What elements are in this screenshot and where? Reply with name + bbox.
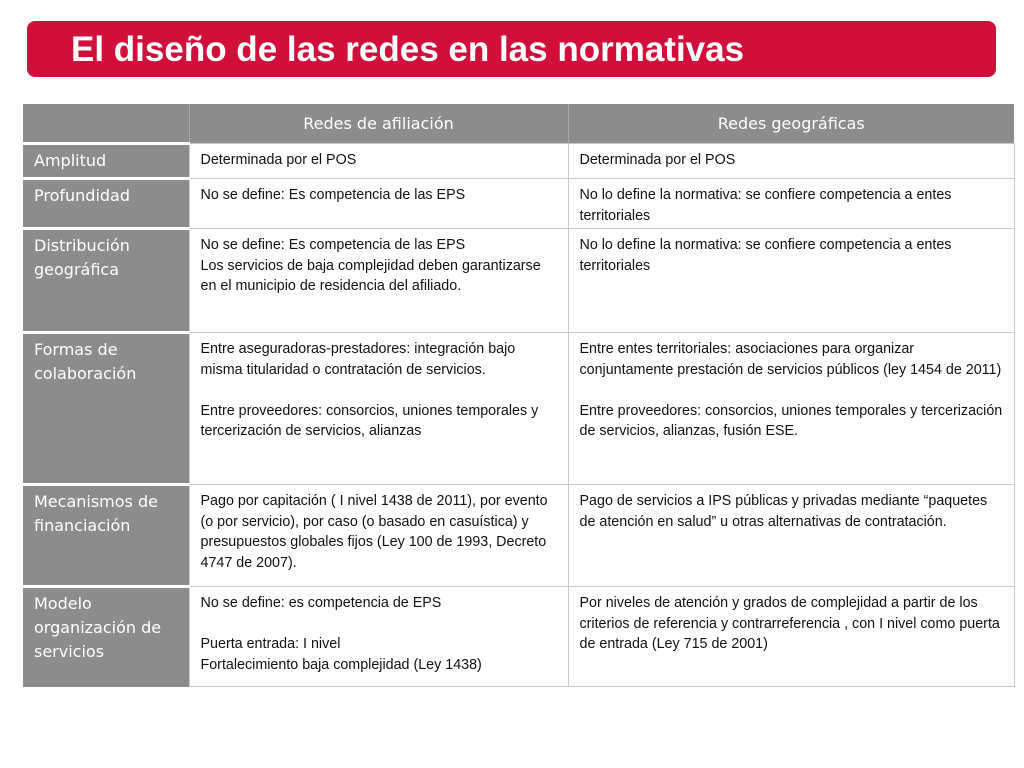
comparison-table <box>23 104 1015 687</box>
row-header-mecanismos: Mecanismos de financiación <box>23 485 189 587</box>
table-row <box>23 144 1014 179</box>
row-header-profundidad: Profundidad <box>23 179 189 229</box>
table-row <box>23 229 1014 333</box>
cell-distribucion-geograficas: No lo define la normativa: se confiere competencia a entes territoriales <box>568 229 1014 333</box>
cell-mecanismos-afiliacion: Pago por capitación ( I nivel 1438 de 2011), por evento (o por servicio), por caso (o basado en casuística) y presupuestos globales fijos (Ley 100 de 1993, Decreto 4747 de 2007). <box>189 485 568 587</box>
table-corner-cell <box>23 104 189 144</box>
cell-modelo-geograficas: Por niveles de atención y grados de complejidad a partir de los criterios de referencia y contrarreferencia , con I nivel como puerta de entrada (Ley 715 de 2001) <box>568 587 1014 687</box>
cell-amplitud-afiliacion: Determinada por el POS <box>189 144 568 179</box>
row-header-distribucion: Distribución geográfica <box>23 229 189 333</box>
column-header-afiliacion: Redes de afiliación <box>189 104 568 144</box>
row-header-amplitud: Amplitud <box>23 144 189 179</box>
cell-mecanismos-geograficas: Pago de servicios a IPS públicas y privadas mediante “paquetes de atención en salud” u otras alternativas de contratación. <box>568 485 1014 587</box>
table-row <box>23 333 1014 485</box>
table-row <box>23 587 1014 687</box>
cell-profundidad-afiliacion: No se define: Es competencia de las EPS <box>189 179 568 229</box>
column-header-geograficas: Redes geográficas <box>568 104 1014 144</box>
cell-profundidad-geograficas: No lo define la normativa: se confiere competencia a entes territoriales <box>568 179 1014 229</box>
row-header-modelo: Modelo organización de servicios <box>23 587 189 687</box>
table-header-row <box>23 104 1014 144</box>
cell-modelo-afiliacion: No se define: es competencia de EPS Puerta entrada: I nivel Fortalecimiento baja complejidad (Ley 1438) <box>189 587 568 687</box>
table-row <box>23 485 1014 587</box>
cell-distribucion-afiliacion: No se define: Es competencia de las EPS Los servicios de baja complejidad deben garantizarse en el municipio de residencia del afiliado. <box>189 229 568 333</box>
cell-formas-geograficas: Entre entes territoriales: asociaciones para organizar conjuntamente prestación de servicios públicos (ley 1454 de 2011) Entre proveedores: consorcios, uniones temporales y tercerización de servicios, alianzas, fusión ESE. <box>568 333 1014 485</box>
table-row <box>23 179 1014 229</box>
cell-amplitud-geograficas: Determinada por el POS <box>568 144 1014 179</box>
slide-title: El diseño de las redes en las normativas <box>71 29 745 69</box>
cell-formas-afiliacion: Entre aseguradoras-prestadores: integración bajo misma titularidad o contratación de servicios. Entre proveedores: consorcios, uniones temporales y tercerización de servicios, alianzas <box>189 333 568 485</box>
row-header-formas: Formas de colaboración <box>23 333 189 485</box>
title-bar <box>27 21 996 77</box>
